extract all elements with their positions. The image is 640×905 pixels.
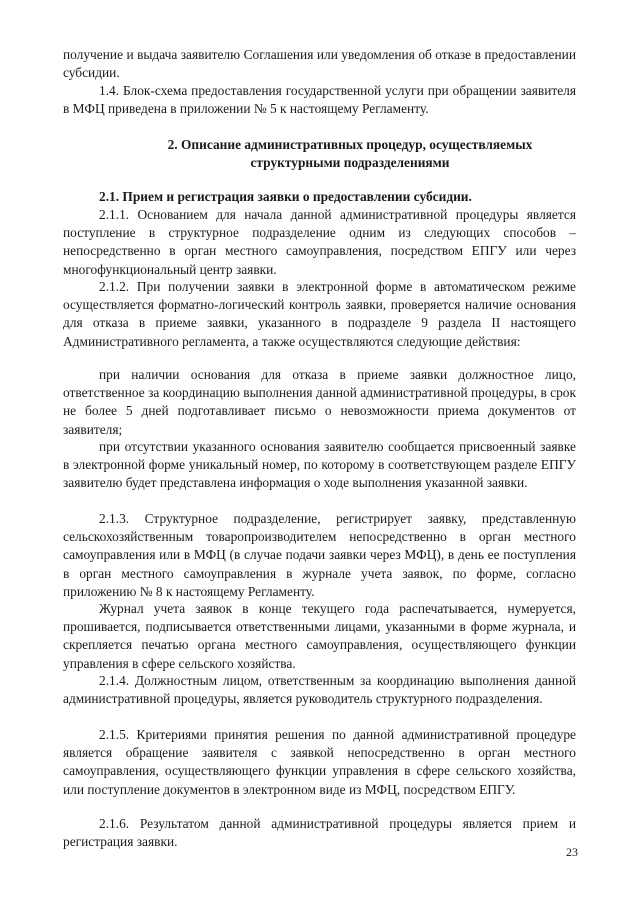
- paragraph-1-4: 1.4. Блок-схема предоставления государственной услуги при обращении заявителя в МФЦ приведена в приложении № 5 к настоящему Регламенту.: [63, 83, 576, 117]
- paragraph-intro-end: получение и выдача заявителю Соглашения или уведомления об отказе в предоставлении субсидии.: [63, 47, 576, 81]
- paragraph-ground-present: при наличии основания для отказа в приеме заявки должностное лицо, ответственное за координацию выполнения данной административной процедуры, в срок не более 5 дней подготавливает письмо о невозможности приема документов от заявителя;: [63, 367, 576, 437]
- paragraph-2-1-5: 2.1.5. Критериями принятия решения по данной административной процедуре является обращение заявителя с заявкой непосредственно в орган местного самоуправления, осуществляющего функции управления в сфере сельского хозяйства, или поступление документов в электронном виде из МФЦ, посредством ЕПГУ.: [63, 727, 576, 797]
- paragraph-2-1-3: 2.1.3. Структурное подразделение, регистрирует заявку, представленную сельскохозяйственным товаропроизводителем непосредственно в орган местного самоуправления или в МФЦ (в случае подачи заявки через МФЦ), в день ее поступления в орган местного самоуправления в журнале учета заявок, по форме, согласно приложению № 8 к настоящему Регламенту.: [63, 511, 576, 599]
- page-number: 23: [566, 845, 578, 859]
- subheading-2-1: 2.1. Прием и регистрация заявки о предоставлении субсидии.: [99, 189, 472, 204]
- paragraph-2-1-1: 2.1.1. Основанием для начала данной административной процедуры является поступление в структурное подразделение одним из следующих способов – непосредственно в орган местного самоуправления, посредством ЕПГУ или через многофункциональный центр заявки.: [63, 207, 576, 277]
- paragraph-ground-absent: при отсутствии указанного основания заявителю сообщается присвоенный заявке в электронной форме уникальный номер, по которому в соответствующем разделе ЕПГУ заявителю будет представлена информация о ходе выполнения указанной заявки.: [63, 439, 576, 491]
- section-heading: 2. Описание административных процедур, осуществляемых структурными подразделениями: [167, 137, 533, 171]
- paragraph-2-1-4: 2.1.4. Должностным лицом, ответственным за координацию выполнения данной административной процедуры, является руководитель структурного подразделения.: [63, 673, 576, 707]
- paragraph-journal: Журнал учета заявок в конце текущего года распечатывается, нумеруется, прошивается, подписывается ответственными лицами, указанными в форме журнала, и скрепляется печатью органа местного самоуправления, осуществляющего функции управления в сфере сельского хозяйства.: [63, 601, 576, 671]
- paragraph-2-1-6: 2.1.6. Результатом данной административной процедуры является прием и регистрация заявки.: [63, 816, 576, 850]
- paragraph-2-1-2: 2.1.2. При получении заявки в электронной форме в автоматическом режиме осуществляется форматно-логический контроль заявки, проверяется наличие основания для отказа в приеме заявки, указанного в подразделе 9 раздела II настоящего Административного регламента, а также осуществляются следующие действия:: [63, 279, 576, 349]
